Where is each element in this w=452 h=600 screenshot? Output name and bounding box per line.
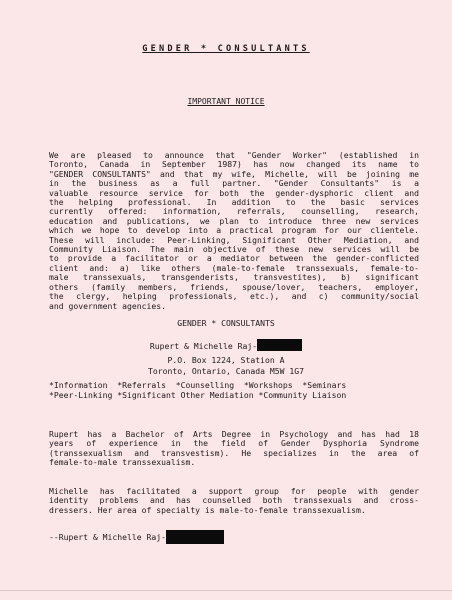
- text-line: (transsexualism and transvestism). He specializes in the area of: [49, 447, 419, 458]
- michelle-bio-paragraph: [49, 487, 419, 515]
- text-line: which we hope to develop into a practical program for our clientele.: [49, 225, 419, 236]
- contact-address-line-2: Toronto, Ontario, Canada M5W 1G7: [148, 366, 304, 376]
- text-line: years of experience in the field of Gender Dysphoria Syndrome: [49, 438, 419, 449]
- text-line: education and publications, we plan to introduce three new services: [49, 215, 419, 226]
- text-line: We are pleased to announce that "Gender Worker" (established in: [49, 150, 419, 160]
- text-line: currently offered: information, referrals, counselling, research,: [49, 206, 419, 217]
- services-line: *Information *Referrals *Counselling *Workshops *Seminars: [49, 380, 347, 390]
- text-line: others (family members, friends, spouse/lover, teachers, employer,: [49, 281, 419, 292]
- text-line: Rupert has a Bachelor of Arts Degree in Psychology and has had 18: [49, 429, 419, 439]
- text-line: male transsexuals, transgenderists, transvestites), b) significant: [49, 272, 419, 283]
- letterhead-title: GENDER * CONSULTANTS: [142, 44, 310, 54]
- text-line: "GENDER CONSULTANTS" and that my wife, Michelle, will be joining me: [49, 168, 419, 179]
- text-line: valuable resource service for both the gender-dysphoric client and: [49, 187, 419, 198]
- text-line: and government agencies.: [49, 300, 166, 311]
- text-line: client and: a) like others (male-to-female transsexuals, female-to-: [49, 262, 419, 273]
- services-list: [49, 381, 346, 400]
- redaction-bar: [257, 339, 302, 351]
- text-line: in the business as a full partner. "Gender Consultants" is a: [49, 178, 419, 189]
- text-line: female-to-male transsexualism.: [49, 457, 196, 468]
- text-line: Michelle has facilitated a support group for people with gender: [49, 486, 419, 496]
- text-line: the helping professional. In addition to the basic services: [49, 197, 419, 208]
- text-line: Toronto, Canada in September 1987) has now changed its name to: [49, 159, 419, 170]
- letterhead: [0, 44, 452, 54]
- contact-names: Rupert & Michelle Raj-: [149, 341, 258, 351]
- rupert-bio-paragraph: [49, 430, 419, 468]
- signoff-text: --Rupert & Michelle Raj-: [49, 532, 166, 542]
- text-line: the clergy, helping professionals, etc.), and c) community/social: [49, 291, 419, 302]
- contact-names-line: [0, 339, 452, 351]
- contact-address-line-1: P.O. Box 1224, Station A: [167, 355, 285, 365]
- redaction-bar: [166, 530, 224, 544]
- services-line: *Peer-Linking *Significant Other Mediation *Community Liaison: [49, 389, 347, 400]
- notice-title: IMPORTANT NOTICE: [187, 97, 265, 106]
- page-bottom-edge: [0, 590, 452, 591]
- text-line: to provide a facilitator or a mediator between the gender-conflicted: [49, 253, 419, 264]
- signoff-line: [49, 530, 224, 544]
- text-line: identity problems and has counselled both transsexuals and cross-: [49, 495, 419, 506]
- text-line: Community Liaison. The main objective of these new services will be: [49, 244, 419, 255]
- announcement-paragraph: [49, 151, 419, 311]
- text-line: These will include: Peer-Linking, Significant Other Mediation, and: [49, 234, 419, 245]
- contact-heading: GENDER * CONSULTANTS: [177, 318, 275, 328]
- text-line: dressers. Her area of specialty is male-to-female transsexualism.: [49, 504, 366, 515]
